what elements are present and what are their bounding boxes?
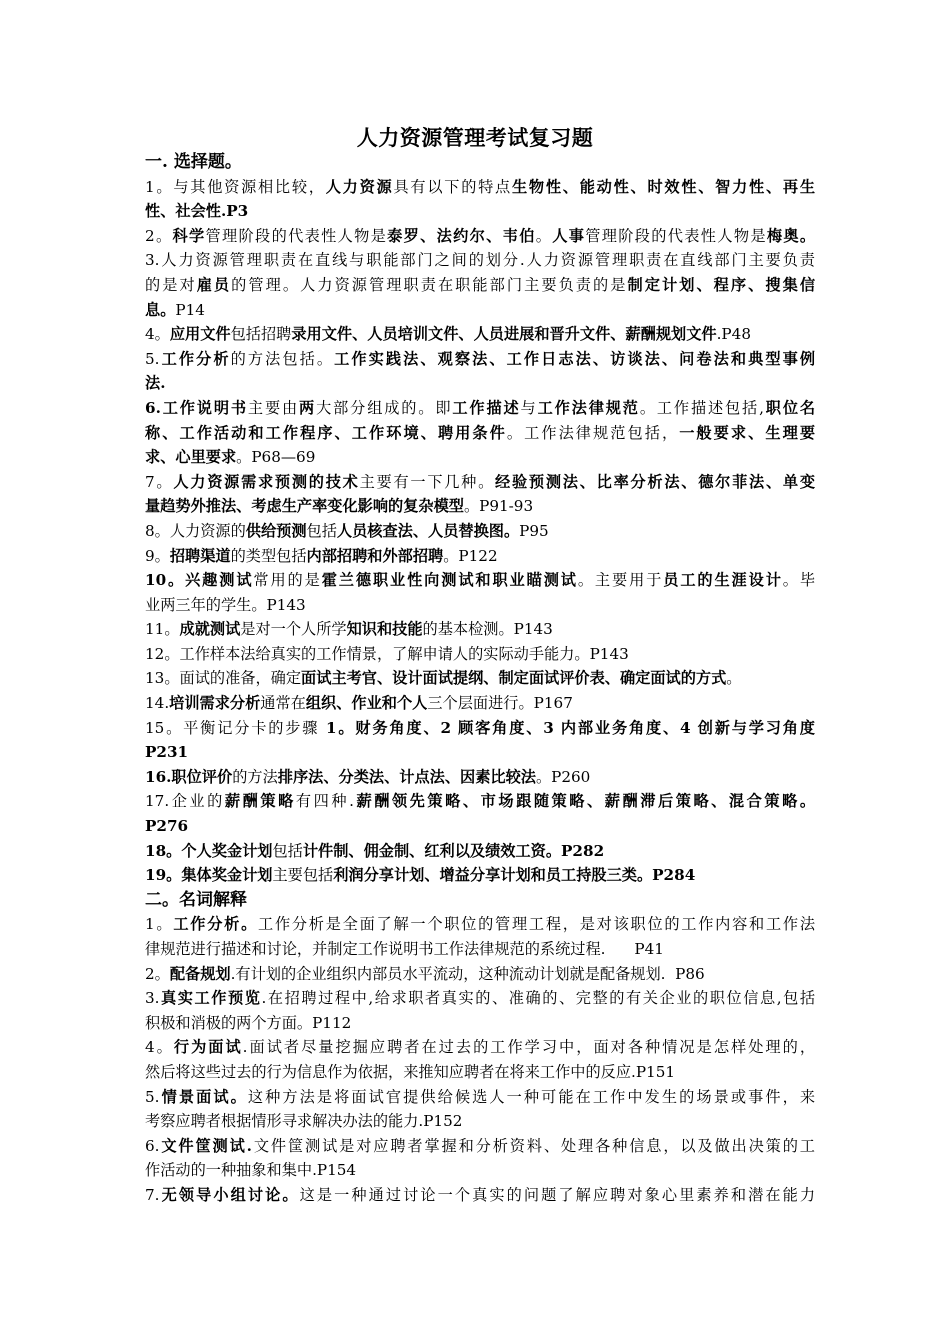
list-item: 6.文件筐测试.文件筐测试是对应聘者掌握和分析资料、处理各种信息，以及做出决策的工 [145,1136,815,1155]
list-item-continuation: 性、社会性.P3 [145,202,249,221]
list-item: 1。工作分析。工作分析是全面了解一个职位的管理工程，是对该职位的工作内容和工作法 [145,915,816,934]
list-item-continuation: 律规范进行描述和讨论，并制定工作说明书工作法律规范的系统过程. P41 [145,940,664,958]
list-item: 8。人力资源的供给预测包括人员核查法、人员替换图。P95 [145,521,549,540]
list-item: 7.无领导小组讨论。这是一种通过讨论一个真实的问题了解应聘对象心里素养和潜在能力 [145,1185,815,1204]
list-item-continuation: 息。P14 [145,300,205,319]
list-item: 9。招聘渠道的类型包括内部招聘和外部招聘。P122 [145,546,498,565]
list-item-continuation: 业两三年的学生。P143 [145,595,306,614]
list-item: 17.企业的薪酬策略有四种.薪酬领先策略、市场跟随策略、薪酬滞后策略、混合策略。 [145,792,816,811]
list-item-continuation: 求、心里要求。P68—69 [145,448,316,467]
list-item: 14.培训需求分析通常在组织、作业和个人三个层面进行。P167 [145,694,573,713]
list-item: 7。人力资源需求预测的技术主要有一下几种。经验预测法、比率分析法、德尔菲法、单变 [145,472,816,491]
list-item: 5.情景面试。这种方法是将面试官提供给候选人一种可能在工作中发生的场景或事件，来 [145,1087,815,1106]
section-heading-choice: 一. 选择题。 [145,152,242,172]
list-item-continuation: 作活动的一种抽象和集中.P154 [145,1161,357,1180]
list-item-continuation: 考察应聘者根据情形寻求解决办法的能力.P152 [145,1112,463,1131]
list-item: 18。个人奖金计划包括计件制、佣金制、红利以及绩效工资。P282 [145,841,605,860]
list-item-continuation: 积极和消极的两个方面。P112 [145,1013,352,1032]
section-heading-terms: 二。名词解释 [145,889,247,910]
list-item: 11。成就测试是对一个人所学知识和技能的基本检测。P143 [145,620,553,639]
list-item: 1。与其他资源相比较，人力资源具有以下的特点生物性、能动性、时效性、智力性、再生 [145,177,816,196]
page-title: 人力资源管理考试复习题 [356,125,594,150]
list-item: 16.职位评价的方法排序法、分类法、计点法、因素比较法。P260 [145,767,591,786]
list-item: 6.工作说明书主要由两大部分组成的。即工作描述与工作法律规范。工作描述包括,职位名 [145,398,816,417]
list-item: 10。兴趣测试常用的是霍兰德职业性向测试和职业瞄测试。主要用于员工的生涯设计。毕 [145,571,816,590]
list-item-continuation: P231 [145,743,189,762]
list-item-continuation: 称、工作活动和工作程序、工作环境、聘用条件。工作法律规范包括，一般要求、生理要 [145,423,816,442]
list-item: 2。科学管理阶段的代表性人物是泰罗、法约尔、韦伯。人事管理阶段的代表性人物是梅奥。 [145,226,816,245]
list-item: 15。平衡记分卡的步骤 1。财务角度、2 顾客角度、3 内部业务角度、4 创新与学习角度 [145,718,815,737]
list-item-continuation: 的是对雇员的管理。人力资源管理职责在职能部门主要负责的是制定计划、程序、搜集信 [145,275,816,294]
list-item: 3.人力资源管理职责在直线与职能部门之间的划分.人力资源管理职责在直线部门主要负责 [145,251,815,270]
document-body [145,150,815,1208]
list-item: 4。行为面试.面试者尽量挖掘应聘者在过去的工作学习中，面对各种情况是怎样处理的， [145,1038,816,1057]
list-item: 13。面试的准备，确定面试主考官、设计面试提纲、制定面试评价表、确定面试的方式。 [145,669,742,688]
list-item: 5.工作分析的方法包括。工作实践法、观察法、工作日志法、访谈法、问卷法和典型事例 [145,349,815,368]
list-item: 3.真实工作预览.在招聘过程中,给求职者真实的、准确的、完整的有关企业的职位信息,包括 [145,989,816,1008]
list-item-continuation: 然后将这些过去的行为信息作为依据，来推知应聘者在将来工作中的反应.P151 [145,1062,676,1081]
list-item: 12。工作样本法给真实的工作情景，了解申请人的实际动手能力。P143 [145,644,629,663]
list-item-continuation: 法. [145,374,166,393]
list-item-continuation: 量趋势外推法、考虑生产率变化影响的复杂模型。P91-93 [145,497,534,516]
list-item: 2。配备规划.有计划的企业组织内部员水平流动，这种流动计划就是配备规划. P86 [145,964,705,983]
list-item: 4。应用文件包括招聘录用文件、人员培训文件、人员进展和晋升文件、薪酬规划文件.P48 [145,325,751,344]
list-item-continuation: P276 [145,817,189,836]
list-item: 19。集体奖金计划主要包括利润分享计划、增益分享计划和员工持股三类。P284 [145,866,696,885]
